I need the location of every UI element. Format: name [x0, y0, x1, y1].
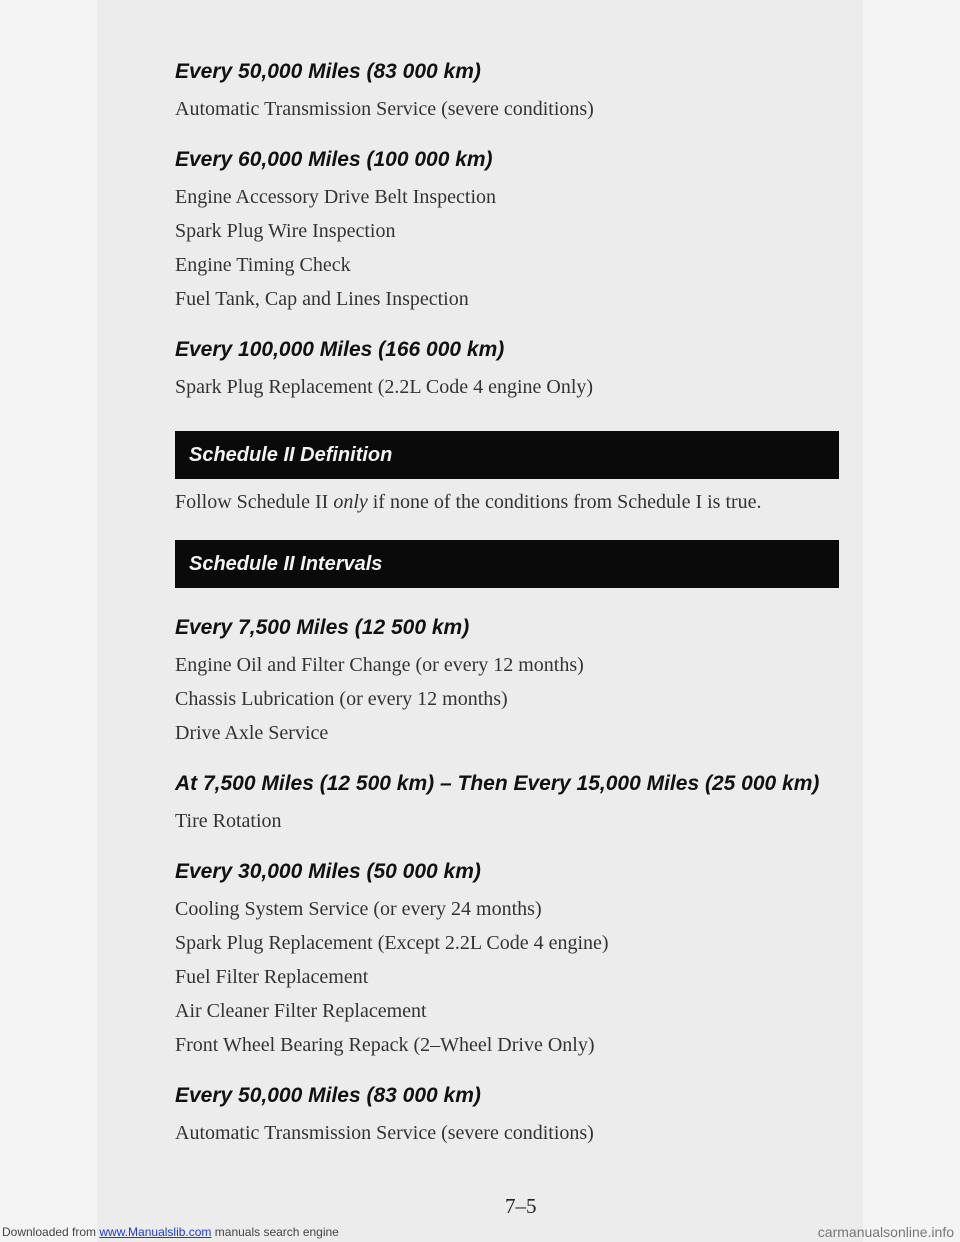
- schedule-bottom-block: [175, 614, 855, 1150]
- section-heading: Every 60,000 Miles (100 000 km): [175, 148, 493, 171]
- section-heading: Every 30,000 Miles (50 000 km): [175, 860, 481, 883]
- maintenance-item: Spark Plug Replacement (2.2L Code 4 engine Only): [175, 376, 594, 398]
- definition-text-after: if none of the conditions from Schedule I is true.: [367, 491, 762, 513]
- section-heading: Every 50,000 Miles (83 000 km): [175, 60, 481, 83]
- maintenance-item: Automatic Transmission Service (severe conditions): [175, 98, 594, 120]
- page-number: 7–5: [505, 1194, 537, 1218]
- section-heading: Every 100,000 Miles (166 000 km): [175, 338, 505, 361]
- maintenance-item: Engine Oil and Filter Change (or every 12 months): [175, 654, 584, 676]
- section-heading: Every 7,500 Miles (12 500 km): [175, 616, 470, 639]
- maintenance-item: Air Cleaner Filter Replacement: [175, 1000, 427, 1022]
- maintenance-item: Front Wheel Bearing Repack (2–Wheel Drive Only): [175, 1034, 595, 1056]
- definition-text: [175, 488, 855, 516]
- manualslib-link[interactable]: www.Manualslib.com: [99, 1225, 212, 1239]
- maintenance-item: Spark Plug Wire Inspection: [175, 220, 396, 242]
- section-heading: Every 50,000 Miles (83 000 km): [175, 1084, 481, 1107]
- definition-text-emphasis: only: [333, 491, 368, 513]
- definition-text-before: Follow Schedule II: [175, 491, 334, 513]
- schedule-top-block: [175, 58, 855, 404]
- footer-prefix: Downloaded from: [2, 1225, 100, 1239]
- watermark-text: carmanualsonline.info: [817, 1224, 954, 1240]
- schedule-ii-definition-bar: Schedule II Definition: [175, 431, 839, 479]
- download-footer: [0, 1222, 960, 1242]
- maintenance-item: Fuel Tank, Cap and Lines Inspection: [175, 288, 469, 310]
- footer-text: [2, 1225, 339, 1239]
- maintenance-item: Tire Rotation: [175, 810, 282, 832]
- section-heading: At 7,500 Miles (12 500 km) – Then Every 15,000 Miles (25 000 km): [175, 772, 820, 795]
- maintenance-item: Chassis Lubrication (or every 12 months): [175, 688, 508, 710]
- maintenance-item: Automatic Transmission Service (severe conditions): [175, 1122, 594, 1144]
- schedule-ii-intervals-bar: Schedule II Intervals: [175, 540, 839, 588]
- maintenance-item: Drive Axle Service: [175, 722, 329, 744]
- maintenance-item: Engine Timing Check: [175, 254, 351, 276]
- maintenance-item: Fuel Filter Replacement: [175, 966, 369, 988]
- maintenance-item: Spark Plug Replacement (Except 2.2L Code 4 engine): [175, 932, 609, 954]
- footer-suffix: manuals search engine: [211, 1225, 339, 1239]
- maintenance-item: Cooling System Service (or every 24 months): [175, 898, 542, 920]
- maintenance-item: Engine Accessory Drive Belt Inspection: [175, 186, 497, 208]
